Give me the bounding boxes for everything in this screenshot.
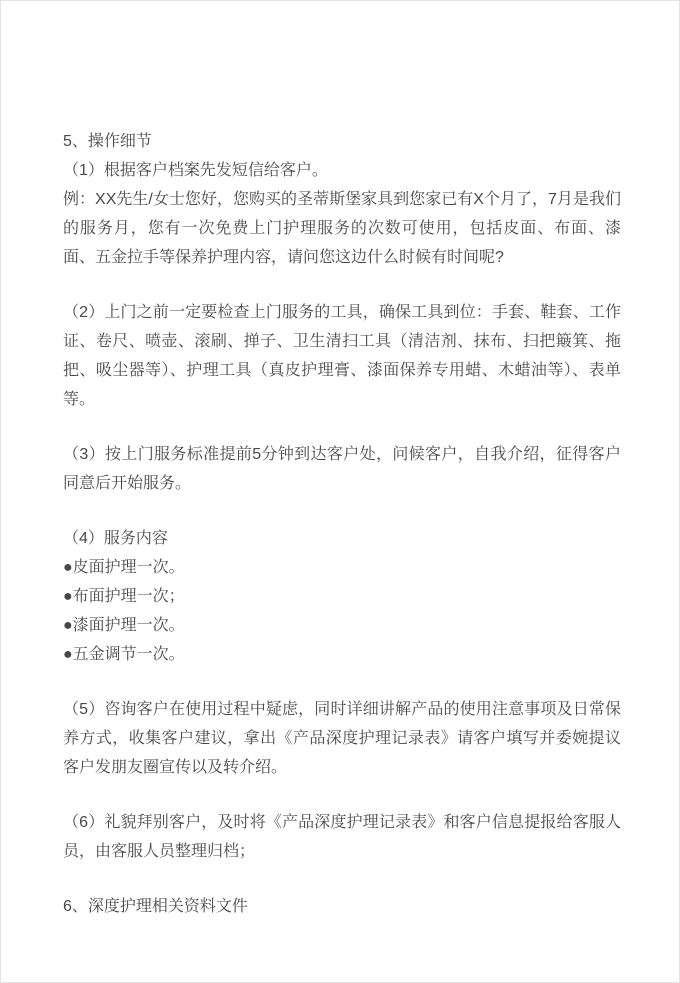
section-5-step-5: （5）咨询客户在使用过程中疑虑，同时详细讲解产品的使用注意事项及日常保养方式，收集客户建议，拿出《产品深度护理记录表》请客户填写并委婉提议客户发朋友圈宣传以及转介绍。: [63, 701, 621, 776]
section-5-step-6: （6）礼貌拜别客户，及时将《产品深度护理记录表》和客户信息提报给客服人员，由客服人员整理归档；: [63, 814, 621, 860]
section-5-step-1-example: 例：XX先生/女士您好，您购买的圣蒂斯堡家具到您家已有X个月了，7月是我们的服务月，您有一次免费上门护理服务的次数可使用，包括皮面、布面、漆面、五金拉手等保养护理内容，请问您这边什么时候有时间呢?: [63, 191, 621, 266]
document-content: [1, 1, 679, 921]
section-5-step-1: （1）根据客户档案先发短信给客户。: [63, 162, 328, 179]
section-6-heading: 6、深度护理相关资料文件: [63, 898, 248, 915]
service-item-paint: ●漆面护理一次。: [63, 617, 185, 634]
section-5-step-2: （2）上门之前一定要检查上门服务的工具，确保工具到位：手套、鞋套、工作证、卷尺、喷壶、滚刷、掸子、卫生清扫工具（清洁剂、抹布、扫把簸箕、拖把、吸尘器等）、护理工具（真皮护理膏、漆面保养专用蜡、木蜡油等）、表单等。: [63, 304, 621, 408]
service-item-fabric: ●布面护理一次；: [63, 588, 185, 605]
section-5-step-4-heading: （4）服务内容: [63, 530, 168, 547]
section-5-heading: 5、操作细节: [63, 133, 152, 150]
service-item-hardware: ●五金调节一次。: [63, 646, 185, 663]
section-5-step-3: （3）按上门服务标准提前5分钟到达客户处，问候客户，自我介绍，征得客户同意后开始服务。: [63, 446, 621, 492]
service-item-leather: ●皮面护理一次。: [63, 559, 185, 576]
